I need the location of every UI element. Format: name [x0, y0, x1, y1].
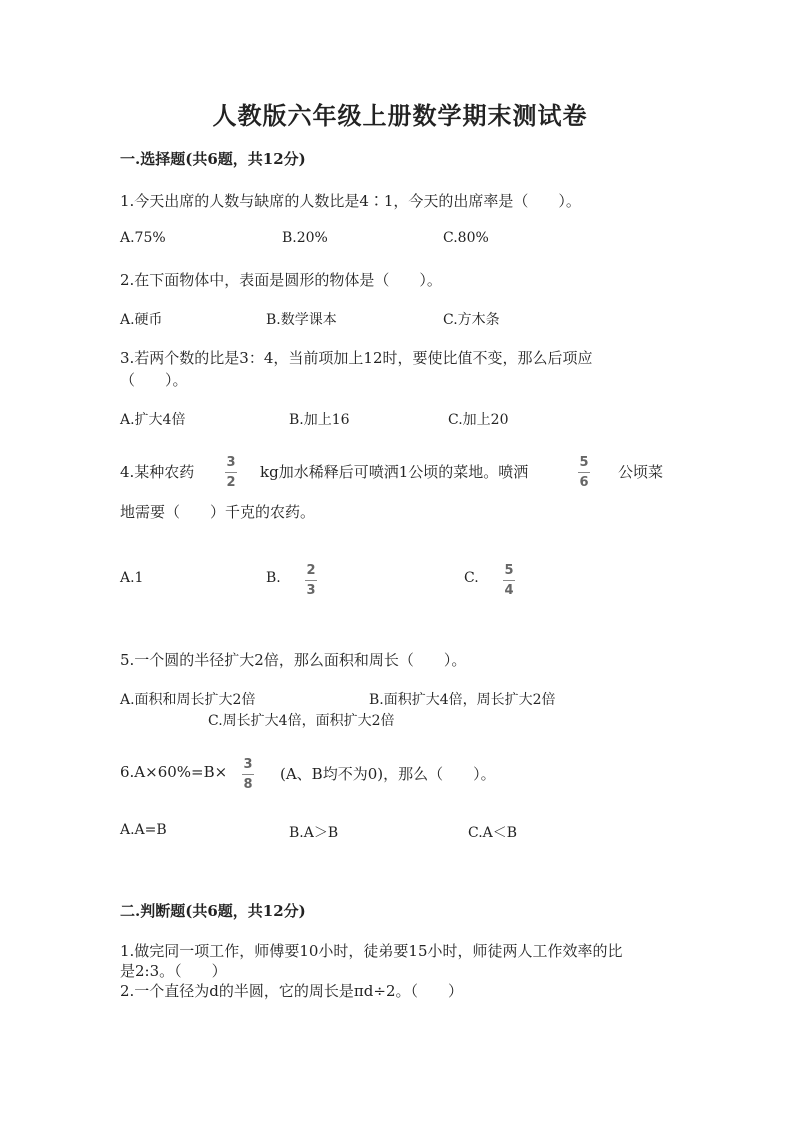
question-6-part-1: 6.A×60%=B×	[120, 763, 228, 781]
question-4-part-1: 4.某种农药	[120, 463, 195, 481]
section-heading-true-false: 二.判断题(共6题，共12分)	[120, 902, 306, 920]
question-4-fraction-1	[225, 455, 237, 490]
fraction-numerator: 2	[306, 563, 316, 578]
fraction-denominator: 4	[504, 583, 514, 598]
question-5-text: 5.一个圆的半径扩大2倍，那么面积和周长（ ）。	[120, 651, 467, 669]
question-4-option-c: C.	[464, 570, 479, 586]
fraction-bar	[225, 472, 237, 473]
question-5-option-c: C.周长扩大4倍，面积扩大2倍	[208, 713, 395, 729]
question-3-option-c: C.加上20	[448, 412, 509, 428]
question-2-text: 2.在下面物体中，表面是圆形的物体是（ ）。	[120, 271, 442, 289]
question-4-line-2: 地需要（ ）千克的农药。	[120, 503, 316, 521]
question-4-option-c-fraction	[503, 563, 515, 598]
question-3-option-a: A.扩大4倍	[120, 412, 186, 428]
question-1-option-a: A.75%	[120, 230, 166, 246]
question-1-option-c: C.80%	[443, 230, 489, 246]
question-2-option-b: B.数学课本	[266, 312, 337, 328]
question-6-option-b: B.A＞B	[289, 825, 339, 841]
question-2-option-c: C.方木条	[443, 312, 500, 328]
section-heading-choice: 一.选择题(共6题，共12分)	[120, 150, 306, 168]
judge-question-1-line-1: 1.做完同一项工作，师傅要10小时，徒弟要15小时，师徒两人工作效率的比	[120, 942, 623, 960]
question-4-option-b: B.	[266, 570, 281, 586]
fraction-numerator: 5	[504, 563, 514, 578]
fraction-denominator: 8	[243, 777, 253, 792]
question-6-fraction	[242, 757, 254, 792]
question-1-text: 1.今天出席的人数与缺席的人数比是4∶1，今天的出席率是（ ）。	[120, 192, 581, 210]
question-4-fraction-2	[578, 455, 590, 490]
fraction-numerator: 3	[243, 757, 253, 772]
fraction-numerator: 3	[226, 455, 236, 470]
question-6-option-a: A.A=B	[120, 822, 167, 838]
page-title: 人教版六年级上册数学期末测试卷	[212, 101, 588, 130]
judge-question-2-text: 2.一个直径为d的半圆，它的周长是πd÷2。（ ）	[120, 982, 463, 1000]
question-3-option-b: B.加上16	[289, 412, 350, 428]
question-4-option-a: A.1	[120, 570, 144, 586]
judge-question-1-line-2: 是2:3。（ ）	[120, 962, 227, 980]
question-2-option-a: A.硬币	[120, 312, 163, 328]
question-4-part-3: 公顷菜	[618, 463, 664, 481]
question-4-option-b-fraction	[305, 563, 317, 598]
fraction-denominator: 3	[306, 583, 316, 598]
fraction-numerator: 5	[579, 455, 589, 470]
fraction-bar	[242, 774, 254, 775]
question-4-part-2: kg加水稀释后可喷洒1公顷的菜地。喷洒	[260, 463, 529, 481]
question-6-part-2: (A、B均不为0)，那么（ ）。	[280, 765, 496, 783]
question-6-option-c: C.A＜B	[468, 825, 518, 841]
question-3-line-2: （ ）。	[120, 371, 188, 389]
fraction-denominator: 2	[226, 475, 236, 490]
question-5-option-b: B.面积扩大4倍，周长扩大2倍	[369, 692, 556, 708]
fraction-bar	[503, 580, 515, 581]
question-3-line-1: 3.若两个数的比是3：4，当前项加上12时，要使比值不变，那么后项应	[120, 349, 593, 367]
question-5-option-a: A.面积和周长扩大2倍	[120, 692, 256, 708]
fraction-bar	[578, 472, 590, 473]
fraction-denominator: 6	[579, 475, 589, 490]
fraction-bar	[305, 580, 317, 581]
question-1-option-b: B.20%	[282, 230, 328, 246]
